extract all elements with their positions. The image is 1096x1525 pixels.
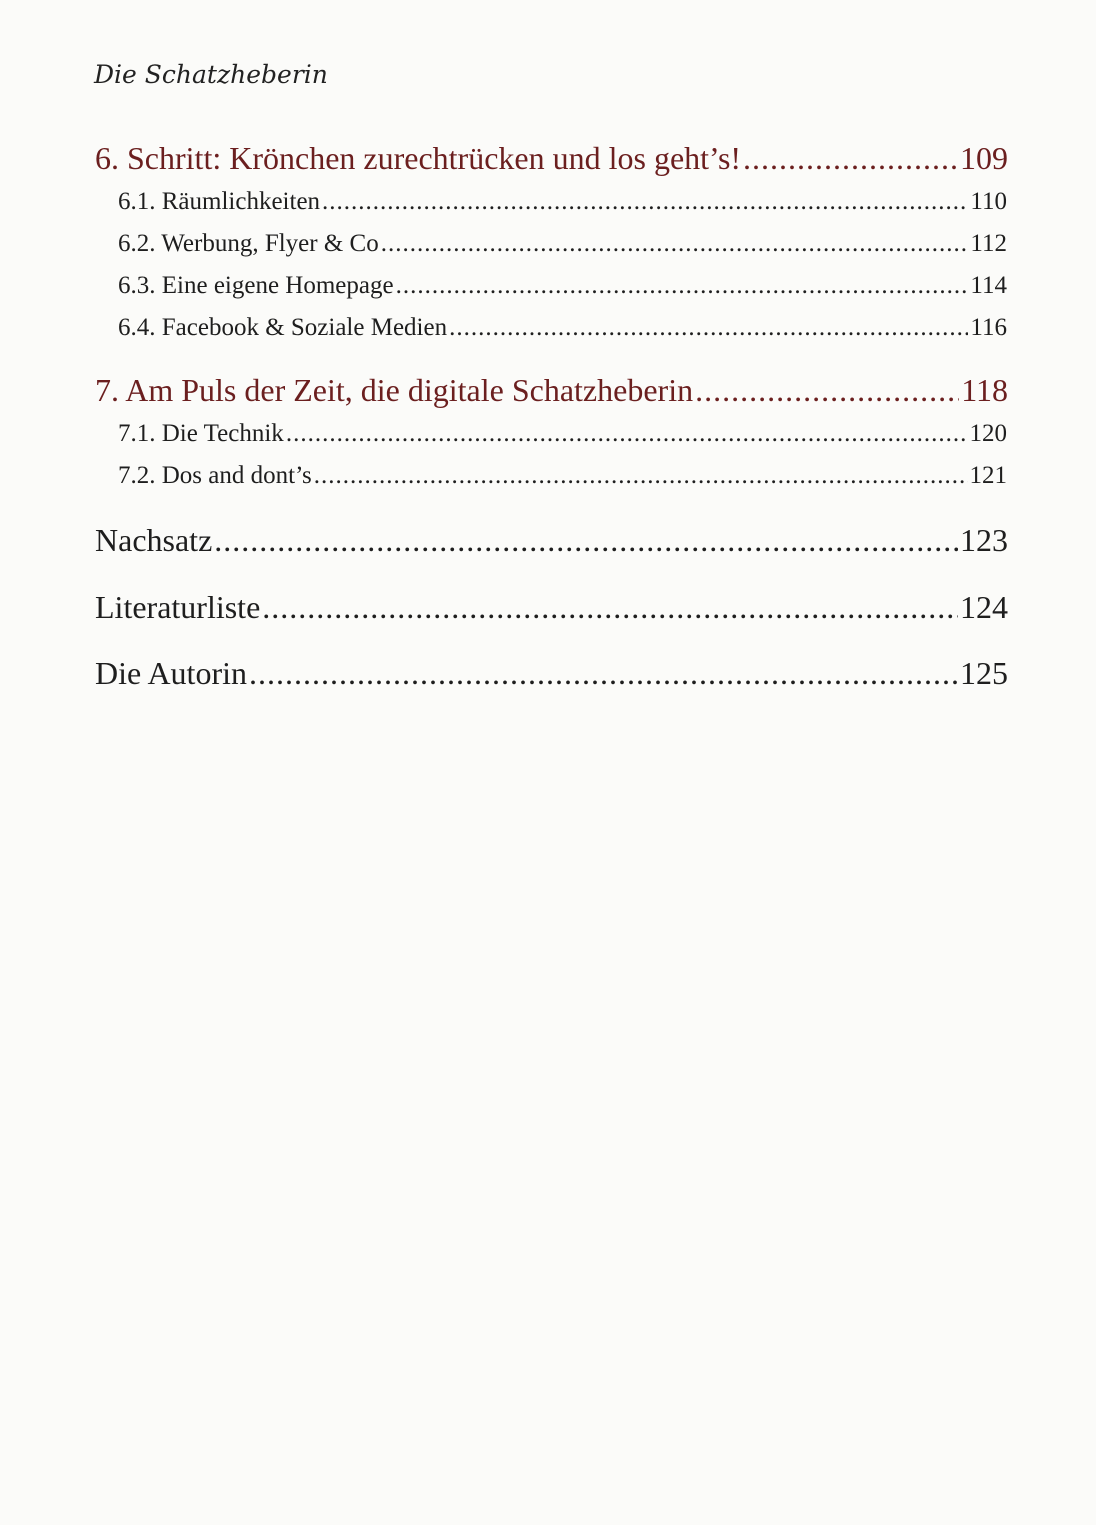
toc-entry-title: 6. Schritt: Krönchen zurechtrücken und los geht’s! [95,140,742,176]
toc-entry-literaturliste[interactable] [95,589,1008,626]
dot-leader [262,589,958,626]
toc-entry-title: 6.3. Eine eigene Homepage [118,272,394,299]
dot-leader [214,522,958,559]
dot-leader [449,314,968,342]
dot-leader [249,655,958,692]
toc-entry-7-1[interactable] [118,420,1007,448]
toc-entry-page: 120 [969,420,1007,447]
toc-entry-6-1[interactable] [118,188,1007,216]
toc-entry-page: 125 [960,655,1008,691]
toc-entry-title: Die Autorin [95,655,247,691]
toc-entry-page: 124 [960,589,1008,625]
dot-leader [322,188,968,216]
toc-entry-page: 118 [961,372,1008,408]
toc-entry-title: 6.2. Werbung, Flyer & Co [118,230,379,257]
toc-entry-title: 7.1. Die Technik [118,420,284,447]
toc-entry-nachsatz[interactable] [95,522,1008,559]
toc-entry-title: 6.4. Facebook & Soziale Medien [118,314,448,341]
toc-entry-page: 116 [970,314,1007,341]
dot-leader [314,462,968,490]
toc-entry-6-3[interactable] [118,272,1007,300]
toc-entry-page: 114 [970,272,1007,299]
toc-entry-die-autorin[interactable] [95,655,1008,692]
toc-entry-title: Nachsatz [95,522,213,558]
toc-entry-6-4[interactable] [118,314,1007,342]
dot-leader [695,372,959,409]
toc-entry-7-2[interactable] [118,462,1007,490]
toc-entry-6-2[interactable] [118,230,1007,258]
toc-entry-title: 6.1. Räumlichkeiten [118,188,321,215]
dot-leader [286,420,968,448]
dot-leader [743,140,958,177]
toc-entry-page: 110 [970,188,1007,215]
toc-entry-page: 121 [969,462,1007,489]
toc-entry-page: 112 [970,230,1007,257]
running-head: Die Schatzheberin [94,60,328,89]
toc-entry-chapter-6[interactable] [95,140,1008,177]
dot-leader [381,230,969,258]
toc-entry-chapter-7[interactable] [95,372,1008,409]
dot-leader [396,272,969,300]
toc-entry-title: 7. Am Puls der Zeit, die digitale Schatzheberin [95,372,694,408]
toc-entry-page: 123 [960,522,1008,558]
toc-entry-page: 109 [960,140,1008,176]
toc-entry-title: 7.2. Dos and dont’s [118,462,312,489]
toc-entry-title: Literaturliste [95,589,261,625]
